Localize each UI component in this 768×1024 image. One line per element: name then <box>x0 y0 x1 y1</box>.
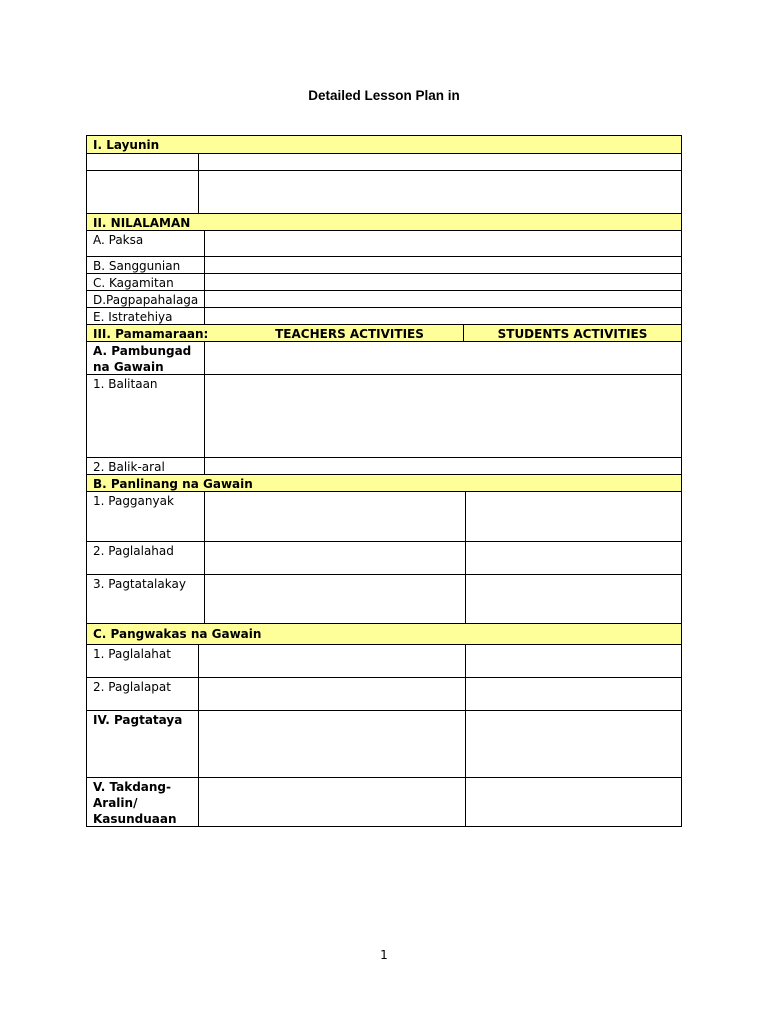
teacher-activity-field[interactable] <box>204 575 465 623</box>
section-header-panlinang <box>87 474 681 491</box>
lesson-plan-table <box>86 135 682 827</box>
teacher-activity-field[interactable] <box>204 542 465 574</box>
teacher-activity-field[interactable] <box>198 678 465 710</box>
row-label: 3. Pagtatalakay <box>93 577 186 591</box>
row-label: IV. Pagtataya <box>93 713 183 727</box>
row-label: 2. Paglalapat <box>93 680 171 694</box>
student-activity-field[interactable] <box>465 645 681 677</box>
pagtatalakay-row <box>87 574 681 623</box>
nilalaman-row-kagamitan <box>87 273 681 290</box>
student-activity-field[interactable] <box>465 542 681 574</box>
teacher-activity-field[interactable] <box>204 492 465 541</box>
sanggunian-field[interactable] <box>204 257 681 273</box>
istratehiya-field[interactable] <box>204 308 681 324</box>
pambungad-field[interactable] <box>204 342 681 374</box>
row-label: V. Takdang-Aralin/ Kasunduaan <box>93 780 177 826</box>
nilalaman-row-sanggunian <box>87 256 681 273</box>
takdang-aralin-row <box>87 777 681 826</box>
document-title: Detailed Lesson Plan in <box>308 88 460 103</box>
layunin-content-cell[interactable] <box>198 171 681 213</box>
section-label: III. Pamamaraan: <box>93 327 209 341</box>
layunin-label-cell[interactable] <box>87 171 198 213</box>
student-activity-field[interactable] <box>465 778 681 826</box>
student-activity-field[interactable] <box>465 492 681 541</box>
row-label: E. Istratehiya <box>93 310 173 324</box>
layunin-row <box>87 153 681 170</box>
students-activities-header: STUDENTS ACTIVITIES <box>463 325 681 341</box>
layunin-row <box>87 170 681 213</box>
teacher-activity-field[interactable] <box>198 711 465 777</box>
layunin-label-cell[interactable] <box>87 154 198 170</box>
section-header-layunin <box>87 136 681 153</box>
nilalaman-row-istratehiya <box>87 307 681 324</box>
page-number: 1 <box>380 948 388 962</box>
section-header-pangwakas <box>87 623 681 644</box>
balitaan-row <box>87 374 681 457</box>
teacher-activity-field[interactable] <box>198 778 465 826</box>
row-label: 1. Paglalahat <box>93 647 171 661</box>
row-label: C. Kagamitan <box>93 276 174 290</box>
paglalahad-row <box>87 541 681 574</box>
nilalaman-row-paksa <box>87 230 681 256</box>
balitaan-field[interactable] <box>204 375 681 457</box>
row-label: A. Paksa <box>93 233 144 247</box>
section-header-pamamaraan <box>87 324 681 341</box>
paglalapat-row <box>87 677 681 710</box>
pagtataya-row <box>87 710 681 777</box>
section-label: II. NILALAMAN <box>93 216 191 230</box>
balik-aral-row <box>87 457 681 474</box>
student-activity-field[interactable] <box>465 711 681 777</box>
section-header-nilalaman <box>87 213 681 230</box>
pagganyak-row <box>87 491 681 541</box>
teachers-activities-header: TEACHERS ACTIVITIES <box>275 327 424 341</box>
row-label: 2. Balik-aral <box>93 460 165 474</box>
layunin-content-cell[interactable] <box>198 154 681 170</box>
kagamitan-field[interactable] <box>204 274 681 290</box>
student-activity-field[interactable] <box>465 575 681 623</box>
section-label: B. Panlinang na Gawain <box>93 477 253 491</box>
balik-aral-field[interactable] <box>204 458 681 474</box>
section-label: C. Pangwakas na Gawain <box>93 627 262 641</box>
nilalaman-row-pagpapahalaga <box>87 290 681 307</box>
student-activity-field[interactable] <box>465 678 681 710</box>
section-label: I. Layunin <box>93 138 160 152</box>
row-label: B. Sanggunian <box>93 259 181 273</box>
row-label: A. Pambungad na Gawain <box>93 344 192 374</box>
pagpapahalaga-field[interactable] <box>204 291 681 307</box>
paglalahat-row <box>87 644 681 677</box>
paksa-field[interactable] <box>204 231 681 256</box>
row-label: 2. Paglalahad <box>93 544 174 558</box>
row-label: 1. Balitaan <box>93 377 158 391</box>
teacher-activity-field[interactable] <box>198 645 465 677</box>
pambungad-row <box>87 341 681 374</box>
row-label: 1. Pagganyak <box>93 494 174 508</box>
row-label: D.Pagpapahalaga <box>93 293 199 307</box>
